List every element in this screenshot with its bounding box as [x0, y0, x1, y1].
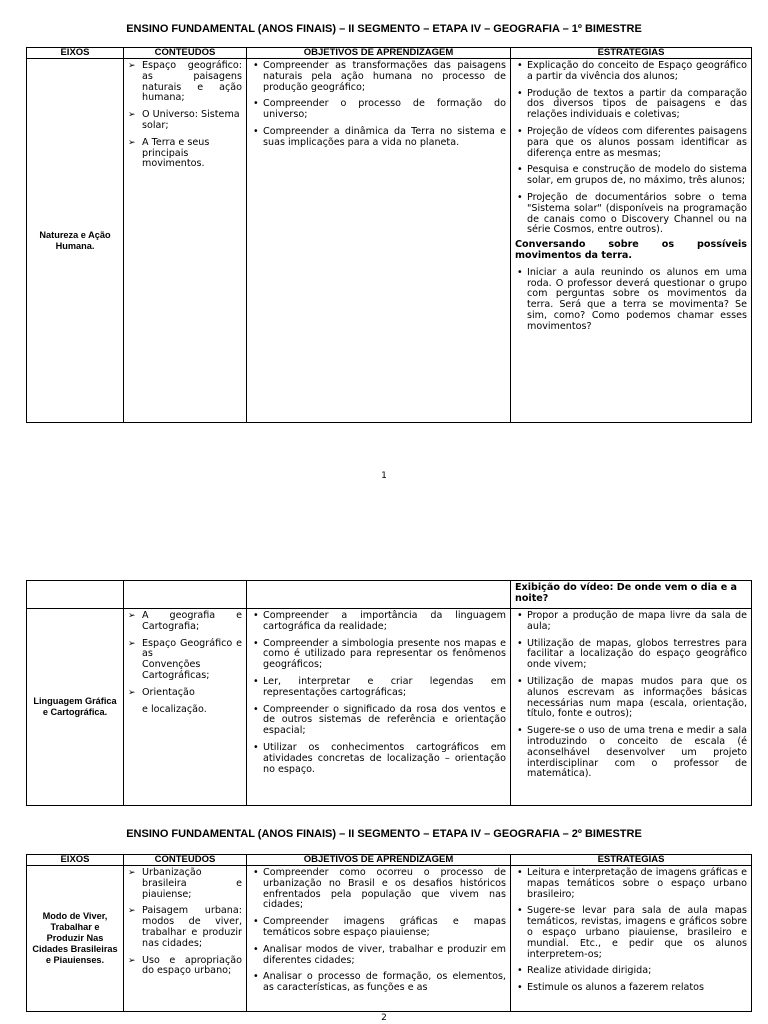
empty-cell: [247, 581, 511, 609]
estrategia-item: • Pesquisa e construção de modelo do sistema solar, em grupos de, no máximo, três alunos;: [515, 165, 747, 187]
conteudos-cell: [124, 866, 247, 1012]
header-objetivos: OBJETIVOS DE APRENDIZAGEM: [247, 855, 511, 866]
estrategia-item: • Explicação do conceito de Espaço geográfico a partir da vivência dos alunos;: [515, 61, 747, 83]
objetivo-item: • Analisar o processo de formação, os elementos, as características, as funções e as: [251, 972, 506, 994]
header-eixos: EIXOS: [27, 855, 124, 866]
estrategia-item: • Propor a produção de mapa livre da sala de aula;: [515, 611, 747, 633]
objetivos-cell: [247, 866, 511, 1012]
estrategia-item: • Utilização de mapas, globos terrestres para facilitar a localização do espaço geográfico onde vivem;: [515, 639, 747, 671]
conteudo-item: ➢ Espaço Geográfico e as: [128, 639, 242, 661]
conteudo-item: ➢ A Terra e seus principais movimentos.: [128, 138, 242, 170]
objetivo-item: • Compreender o processo de formação do universo;: [251, 99, 506, 121]
estrategia-item: • Sugere-se o uso de uma trena e medir a sala introduzindo o conceito de escala (é aconselhável desenvolver um projeto interdisciplinar com o professor de matemática).: [515, 726, 747, 780]
estrategias-cell: [511, 609, 752, 806]
conteudo-item: ➢ Espaço geográfico: as paisagens naturais e ação humana;: [128, 61, 242, 104]
video-cell: [511, 581, 752, 609]
estrategia-item: • Sugere-se levar para sala de aula mapas temáticos, revistas, imagens e gráficos sobre o espaço urbano piauiense, brasileiro e mundial. Etc., e pedir que os alunos interpretem-os;: [515, 906, 747, 960]
estrategia-item: • Estimule os alunos a fazerem relatos: [515, 983, 747, 994]
header-conteudos: CONTEUDOS: [124, 48, 247, 59]
page-title-1: ENSINO FUNDAMENTAL (ANOS FINAIS) – II SEGMENTO – ETAPA IV – GEOGRAFIA – 1º BIMESTRE: [126, 23, 642, 35]
objetivos-cell: [247, 59, 511, 423]
curriculum-table-continued: [26, 580, 752, 806]
conteudo-item: ➢ O Universo: Sistema solar;: [128, 110, 242, 132]
estrategias-cell: [511, 866, 752, 1012]
estrategia-item: • Projeção de vídeos com diferentes paisagens para que os alunos possam identificar as diferença entre as mesmas;: [515, 127, 747, 159]
objetivo-item: • Compreender o significado da rosa dos ventos e de outros sistemas de referência e orientação espacial;: [251, 705, 506, 737]
conteudo-text: Convenções Cartográficas;: [142, 659, 210, 681]
conteudo-item: ➢ Paisagem urbana: modos de viver, trabalhar e produzir nas cidades;: [128, 906, 242, 949]
eixo-cell: Natureza e Ação Humana.: [27, 59, 124, 423]
curriculum-table-2: [26, 854, 752, 1012]
estrategia-item: • Produção de textos a partir da comparação dos diversos tipos de paisagens e das relações individuais e coletivas;: [515, 89, 747, 121]
objetivo-item: • Compreender imagens gráficas e mapas temáticos sobre espaço piauiense;: [251, 917, 506, 939]
estrategia-item: • Iniciar a aula reunindo os alunos em uma roda. O professor deverá questionar o grupo com perguntas sobre os movimentos da terra. Será que a terra se movimenta? Se sim, como? Como podemos chamar esses movimentos?: [515, 268, 747, 333]
curriculum-table-1: [26, 47, 752, 423]
page-title-2: ENSINO FUNDAMENTAL (ANOS FINAIS) – II SEGMENTO – ETAPA IV – GEOGRAFIA – 2º BIMESTRE: [126, 828, 642, 840]
estrategia-subheading: Conversando sobre os possíveis movimentos da terra.: [515, 239, 747, 261]
page-number-2: 2: [381, 1013, 387, 1023]
objetivo-item: • Ler, interpretar e criar legendas em representações cartográficas;: [251, 677, 506, 699]
conteudos-cell: [124, 609, 247, 806]
empty-cell: [124, 581, 247, 609]
objetivo-item: • Compreender a importância da linguagem cartográfica da realidade;: [251, 611, 506, 633]
conteudo-item: ➢ Uso e apropriação do espaço urbano;: [128, 956, 242, 978]
estrategia-item: • Realize atividade dirigida;: [515, 966, 747, 977]
empty-cell: [27, 581, 124, 609]
eixo-cell: Linguagem Gráfica e Cartográfica.: [27, 609, 124, 806]
objetivo-item: • Compreender a dinâmica da Terra no sistema e suas implicações para a vida no planeta.: [251, 127, 506, 149]
conteudos-cell: [124, 59, 247, 423]
estrategia-item: • Utilização de mapas mudos para que os alunos escrevam as informações básicas necessárias num mapa (escala, orientação, título, fonte e outros);: [515, 677, 747, 720]
header-estrategias: ESTRATEGIAS: [511, 48, 752, 59]
objetivo-item: • Analisar modos de viver, trabalhar e produzir em diferentes cidades;: [251, 945, 506, 967]
header-estrategias: ESTRATEGIAS: [511, 855, 752, 866]
page-number-1: 1: [381, 471, 387, 481]
estrategia-item: • Projeção de documentários sobre o tema "Sistema solar" (disponíveis na programação de canais como o Discovery Channel ou na série Cosmos, entre outros).: [515, 193, 747, 236]
header-objetivos: OBJETIVOS DE APRENDIZAGEM: [247, 48, 511, 59]
objetivo-item: • Compreender as transformações das paisagens naturais pela ação humana no processo de produção geográfico;: [251, 61, 506, 93]
conteudo-item: ➢ Urbanização brasileira e piauiense;: [128, 868, 242, 900]
conteudo-item: ➢ Orientação: [128, 688, 242, 699]
video-heading: Exibição do vídeo: De onde vem o dia e a noite?: [515, 582, 738, 604]
header-conteudos: CONTEUDOS: [124, 855, 247, 866]
objetivo-item: • Compreender a simbologia presente nos mapas e como é utilizado para representar os fenômenos geográficos;: [251, 639, 506, 671]
conteudo-item: ➢ A geografia e Cartografia;: [128, 611, 242, 633]
estrategias-cell: [511, 59, 752, 423]
estrategia-item: • Leitura e interpretação de imagens gráficas e mapas temáticos sobre o espaço urbano brasileiro;: [515, 868, 747, 900]
header-eixos: EIXOS: [27, 48, 124, 59]
eixo-cell: Modo de Viver, Trabalhar e Produzir Nas Cidades Brasileiras e Piauienses.: [27, 866, 124, 1012]
objetivos-cell: [247, 609, 511, 806]
objetivo-item: • Compreender como ocorreu o processo de urbanização no Brasil e os desafios históricos enfrentados pela população que vivem nas cidades;: [251, 868, 506, 911]
objetivo-item: • Utilizar os conhecimentos cartográficos em atividades concretas de localização – orientação no espaço.: [251, 743, 506, 775]
conteudo-text: e localização.: [142, 703, 207, 715]
